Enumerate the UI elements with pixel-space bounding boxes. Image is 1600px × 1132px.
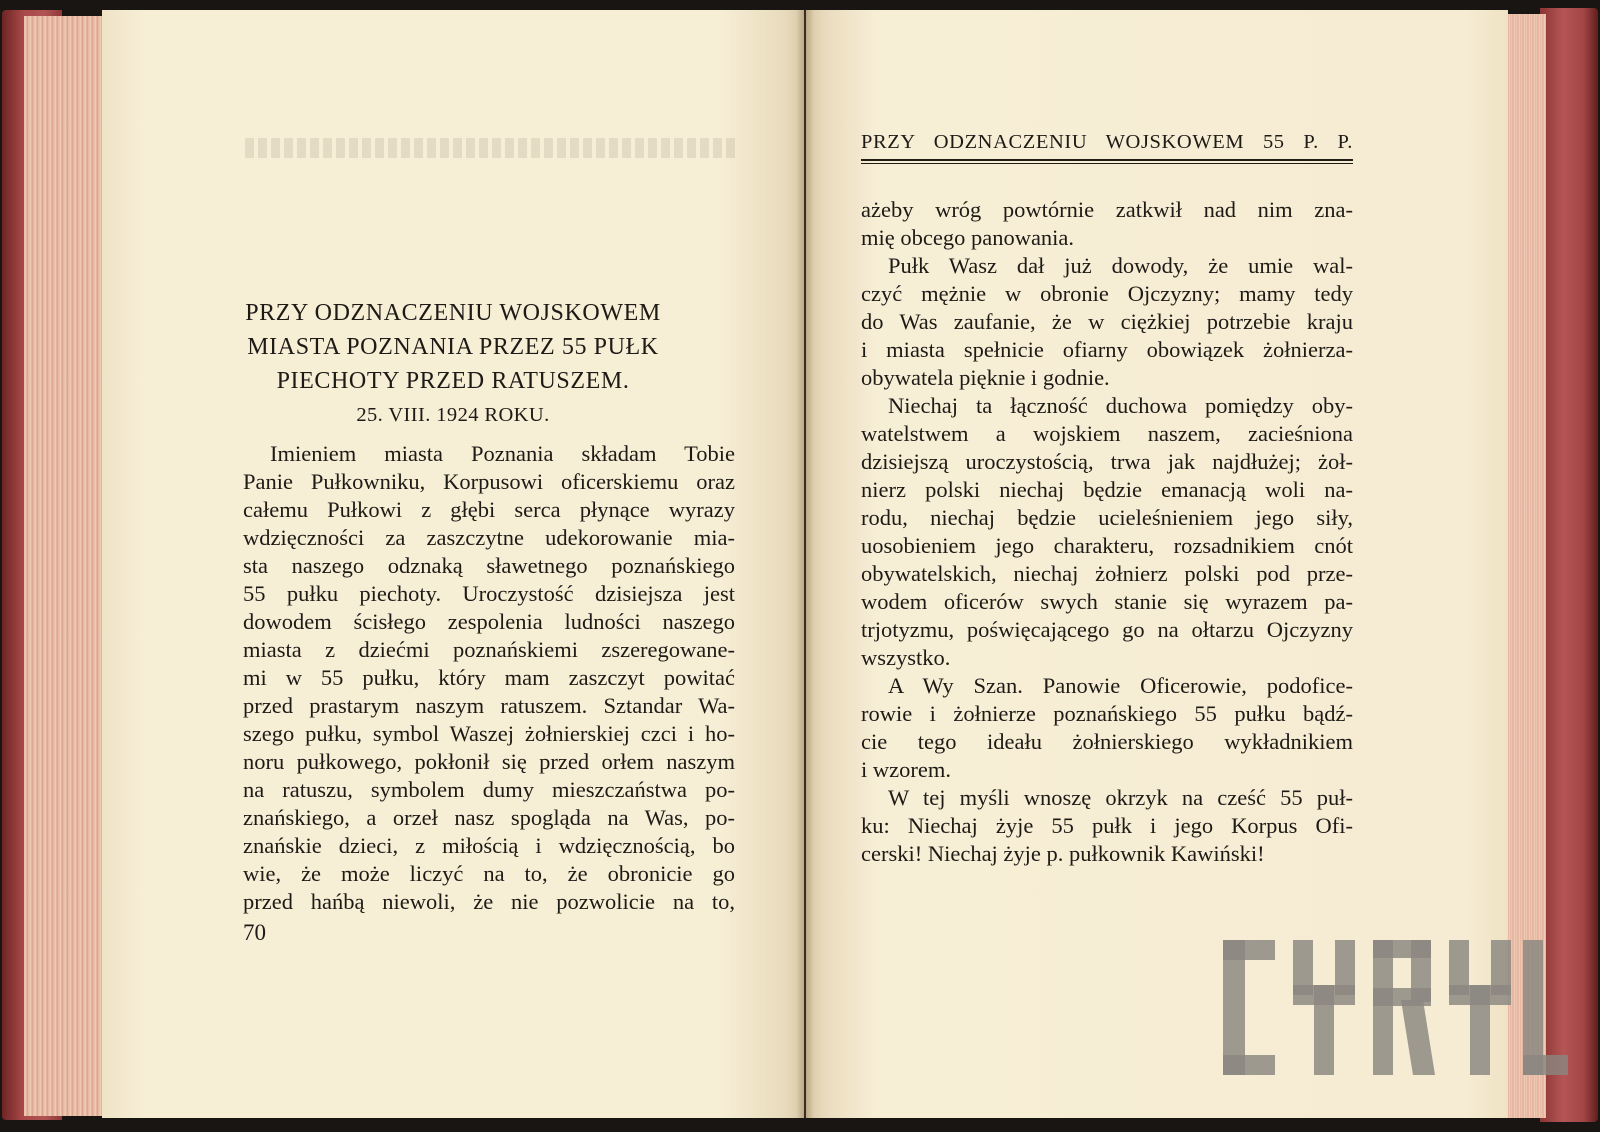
text-line: na ratuszu, symbolem dumy mieszczaństwa po- — [243, 777, 735, 802]
text-line: ku: Niechaj żyje 55 pułk i jego Korpus Ofi- — [861, 813, 1353, 838]
text-line: do Was zaufanie, że w ciężkiej potrzebie kraju — [861, 309, 1353, 334]
header-rule — [861, 159, 1353, 161]
text-line: i wzorem. — [861, 757, 951, 782]
text-line: mi w 55 pułku, który mam zaszczyt powitać — [243, 665, 735, 690]
text-line: Panie Pułkowniku, Korpusowi oficerskiemu oraz — [243, 469, 735, 494]
text-line: mię obcego panowania. — [861, 225, 1075, 250]
text-line: przed prastarym naszym ratuszem. Sztandar Wa- — [243, 693, 735, 718]
text-line: rodu, niechaj będzie ucieleśnieniem jego siły, — [861, 505, 1353, 530]
text-line: cie tego ideału żołnierskiego wykładnikiem — [861, 729, 1353, 754]
text-line: nierz polski niechaj będzie emanacją woli na- — [861, 477, 1353, 502]
text-line: znańskie dzieci, z miłością i wdzięcznością, bo — [243, 833, 735, 858]
left-page-edges — [24, 16, 106, 1116]
left-page — [102, 10, 804, 1118]
header-rule-thin — [861, 163, 1353, 164]
text-line: trjotyzmu, poświęcającego go na ołtarzu Ojczyzny — [861, 617, 1353, 642]
text-line: dzisiejszą uroczystością, trwa jak najdłużej; żoł- — [861, 449, 1353, 474]
show-through-text — [245, 138, 737, 158]
text-line: cerski! Niechaj żyje p. pułkownik Kawiński! — [861, 841, 1265, 866]
text-line: i miasta spełnicie ofiarny obowiązek żołnierza- — [861, 337, 1353, 362]
text-line: 55 pułku piechoty. Uroczystość dzisiejsza jest — [243, 581, 735, 606]
text-line: A Wy Szan. Panowie Oficerowie, podofice- — [888, 673, 1353, 698]
running-head: PRZY ODZNACZENIU WOJSKOWEM 55 P. P. — [861, 131, 1353, 153]
text-line: miasta z dziećmi poznańskiemi zszeregowane- — [243, 637, 735, 662]
text-line: szego pułku, symbol Waszej żołnierskiej czci i ho- — [243, 721, 735, 746]
cyryl-watermark-logo — [1223, 940, 1568, 1075]
text-line: Pułk Wasz dał już dowody, że umie wal- — [888, 253, 1353, 278]
title-line: MIASTA POZNANIA PRZEZ 55 PUŁK — [247, 334, 659, 360]
text-line: uosobieniem jego charakteru, rozsadnikiem cnót — [861, 533, 1353, 558]
text-line: wszystko. — [861, 645, 951, 670]
text-line: rowie i żołnierze poznańskiego 55 pułku bądź- — [861, 701, 1353, 726]
cyryl-logo-icon — [1223, 940, 1568, 1075]
text-line: dowodem ścisłego zespolenia ludności naszego — [243, 609, 735, 634]
text-line: przed hańbą niewoli, że nie pozwolicie na to, — [243, 889, 735, 914]
title-line: PRZY ODZNACZENIU WOJSKOWEM — [245, 300, 661, 326]
text-line: czyć mężnie w obronie Ojczyzny; mamy tedy — [861, 281, 1353, 306]
text-line: wdzięczności za zaszczytne udekorowanie mia- — [243, 525, 735, 550]
page-number: 70 — [243, 920, 266, 945]
title-line: PIECHOTY PRZED RATUSZEM. — [276, 368, 630, 394]
text-line: obywatela pięknie i godnie. — [861, 365, 1110, 390]
text-line: watelstwem a wojskiem naszem, zacieśniona — [861, 421, 1353, 446]
date-line: 25. VIII. 1924 ROKU. — [356, 404, 550, 426]
text-line: całemu Pułkowi z głębi serca płynące wyrazy — [243, 497, 735, 522]
text-line: ażeby wróg powtórnie zatkwił nad nim zna- — [861, 197, 1353, 222]
text-line: Niechaj ta łączność duchowa pomiędzy oby- — [888, 393, 1353, 418]
text-line: sta naszego odznaką sławetnego poznańskiego — [243, 553, 735, 578]
text-line: wodem oficerów swych stanie się wyrazem pa- — [861, 589, 1353, 614]
text-line: wie, że może liczyć na to, że obronicie go — [243, 861, 735, 886]
text-line: obywatelskich, niechaj żołnierz polski pod prze- — [861, 561, 1353, 586]
text-line: noru pułkowego, pokłonił się przed orłem naszym — [243, 749, 735, 774]
text-line: Imieniem miasta Poznania składam Tobie — [270, 441, 735, 466]
text-line: znańskiego, a orzeł nasz spogląda na Was, po- — [243, 805, 735, 830]
book-gutter — [796, 10, 814, 1118]
text-line: W tej myśli wnoszę okrzyk na cześć 55 puł- — [888, 785, 1353, 810]
